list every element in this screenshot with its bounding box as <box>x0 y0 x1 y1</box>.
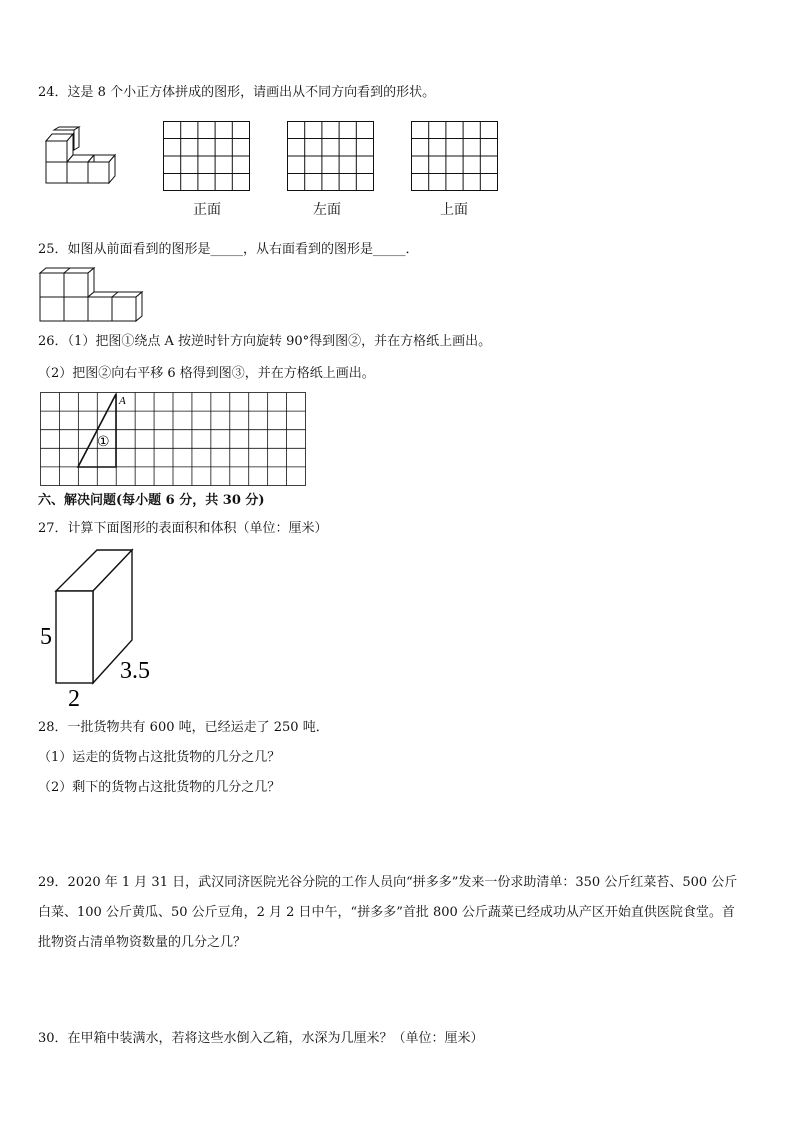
q28-text: 28．一批货物共有 600 吨，已经运走了 250 吨． <box>38 720 329 735</box>
top-view-grid[interactable] <box>411 121 498 191</box>
point-a-label: A <box>119 395 126 407</box>
left-view-grid[interactable] <box>287 121 374 191</box>
q25-text: 25．如图从前面看到的图形是_____，从右面看到的图形是_____． <box>38 242 419 257</box>
q28-sub2: （2）剩下的货物占这批货物的几分之几？ <box>38 780 281 795</box>
width-label: 2 <box>68 686 80 712</box>
q28-sub1: （1）运走的货物占这批货物的几分之几？ <box>38 750 281 765</box>
height-label: 5 <box>40 624 52 650</box>
q25-cube-figure <box>38 266 148 324</box>
figure-1-label: ① <box>97 434 110 450</box>
caption-top: 上面 <box>440 202 468 218</box>
caption-front: 正面 <box>193 202 221 218</box>
q26-line1: 26．（1）把图①绕点 A 按逆时针方向旋转 90°得到图②，并在方格纸上画出。 <box>38 334 492 349</box>
q24-text: 24．这是 8 个小正方体拼成的图形，请画出从不同方向看到的形状。 <box>38 85 436 100</box>
section-heading: 六、解决问题(每小题 6 分，共 30 分) <box>38 493 265 508</box>
q29-line3: 批物资占清单物资数量的几分之几？ <box>38 935 247 950</box>
depth-label: 3.5 <box>120 658 150 684</box>
q24-cube-figure <box>44 127 124 185</box>
q26-line2: （2）把图②向右平移 6 格得到图③，并在方格纸上画出。 <box>38 366 375 381</box>
cuboid-figure <box>36 548 166 712</box>
q26-grid-paper[interactable] <box>40 392 306 486</box>
front-view-grid[interactable] <box>163 121 250 191</box>
q30-text: 30．在甲箱中装满水，若将这些水倒入乙箱，水深为几厘米？（单位：厘米） <box>38 1031 484 1046</box>
q27-text: 27．计算下面图形的表面积和体积（单位：厘米） <box>38 521 328 536</box>
q29-line2: 白菜、100 公斤黄瓜、50 公斤豆角，2 月 2 日中午，“拼多多”首批 800 公斤蔬菜已经成功从产区开始直供医院食堂。首 <box>38 905 735 920</box>
caption-left: 左面 <box>313 202 341 218</box>
q29-line1: 29．2020 年 1 月 31 日，武汉同济医院光谷分院的工作人员向“拼多多”发来一份求助清单：350 公斤红菜苔、500 公斤 <box>38 875 738 890</box>
